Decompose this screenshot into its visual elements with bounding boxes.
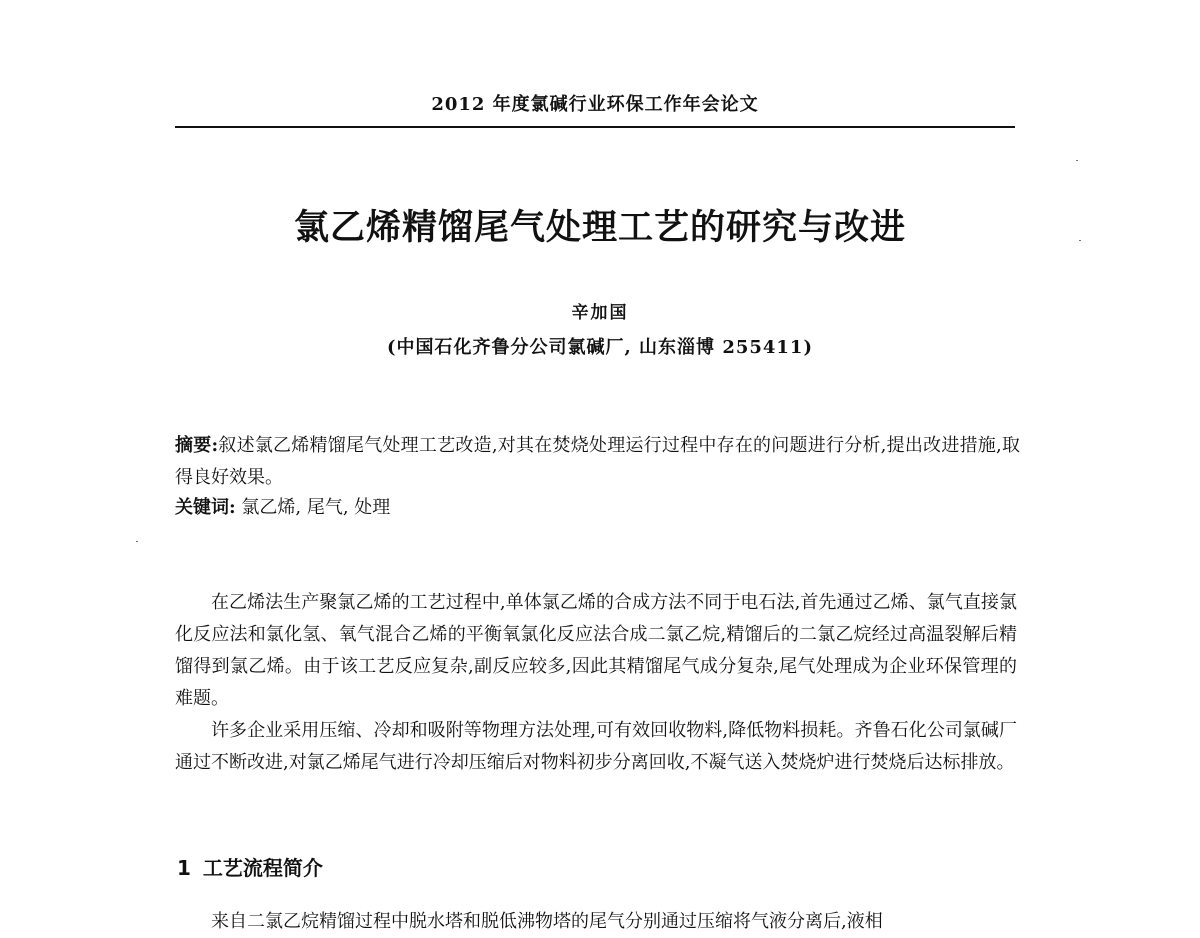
abstract xyxy=(175,430,1020,494)
scan-speck xyxy=(1079,240,1081,241)
abstract-text: 叙述氯乙烯精馏尾气处理工艺改造,对其在焚烧处理运行过程中存在的问题进行分析,提出改进措施,取得良好效果。 xyxy=(175,435,1020,488)
keywords-text: 氯乙烯, 尾气, 处理 xyxy=(235,497,391,518)
article-title: 氯乙烯精馏尾气处理工艺的研究与改进 xyxy=(293,207,906,248)
keywords-label: 关键词: xyxy=(175,497,236,518)
keywords xyxy=(175,492,1020,524)
body-paragraph-2: 许多企业采用压缩、冷却和吸附等物理方法处理,可有效回收物料,降低物料损耗。齐鲁石化公司氯碱厂通过不断改进,对氯乙烯尾气进行冷却压缩后对物料初步分离回收,不凝气送入焚烧炉进行焚烧后达标排放。 xyxy=(175,720,1017,773)
scan-speck xyxy=(136,541,138,542)
body-paragraph-1: 在乙烯法生产聚氯乙烯的工艺过程中,单体氯乙烯的合成方法不同于电石法,首先通过乙烯、氯气直接氯化反应法和氯化氢、氧气混合乙烯的平衡氧氯化反应法合成二氯乙烷,精馏后的二氯乙烷经过高温裂解后精馏得到氯乙烯。由于该工艺反应复杂,副反应较多,因此其精馏尾气成分复杂,尾气处理成为企业环保管理的难题。 xyxy=(175,592,1017,709)
section-title: 工艺流程简介 xyxy=(202,856,323,880)
author-name: 辛加国 xyxy=(571,303,629,323)
running-title: 2012 年度氯碱行业环保工作年会论文 xyxy=(431,94,759,115)
section-heading-1 xyxy=(177,852,323,884)
header-rule xyxy=(175,126,1015,128)
body-paragraph-3: 来自二氯乙烷精馏过程中脱水塔和脱低沸物塔的尾气分别通过压缩将气液分离后,液相 xyxy=(211,911,883,932)
section-number: 1 xyxy=(177,856,191,880)
abstract-label: 摘要: xyxy=(175,435,219,456)
author-affiliation: (中国石化齐鲁分公司氯碱厂, 山东淄博 255411) xyxy=(387,337,813,358)
scan-speck xyxy=(1076,160,1078,161)
